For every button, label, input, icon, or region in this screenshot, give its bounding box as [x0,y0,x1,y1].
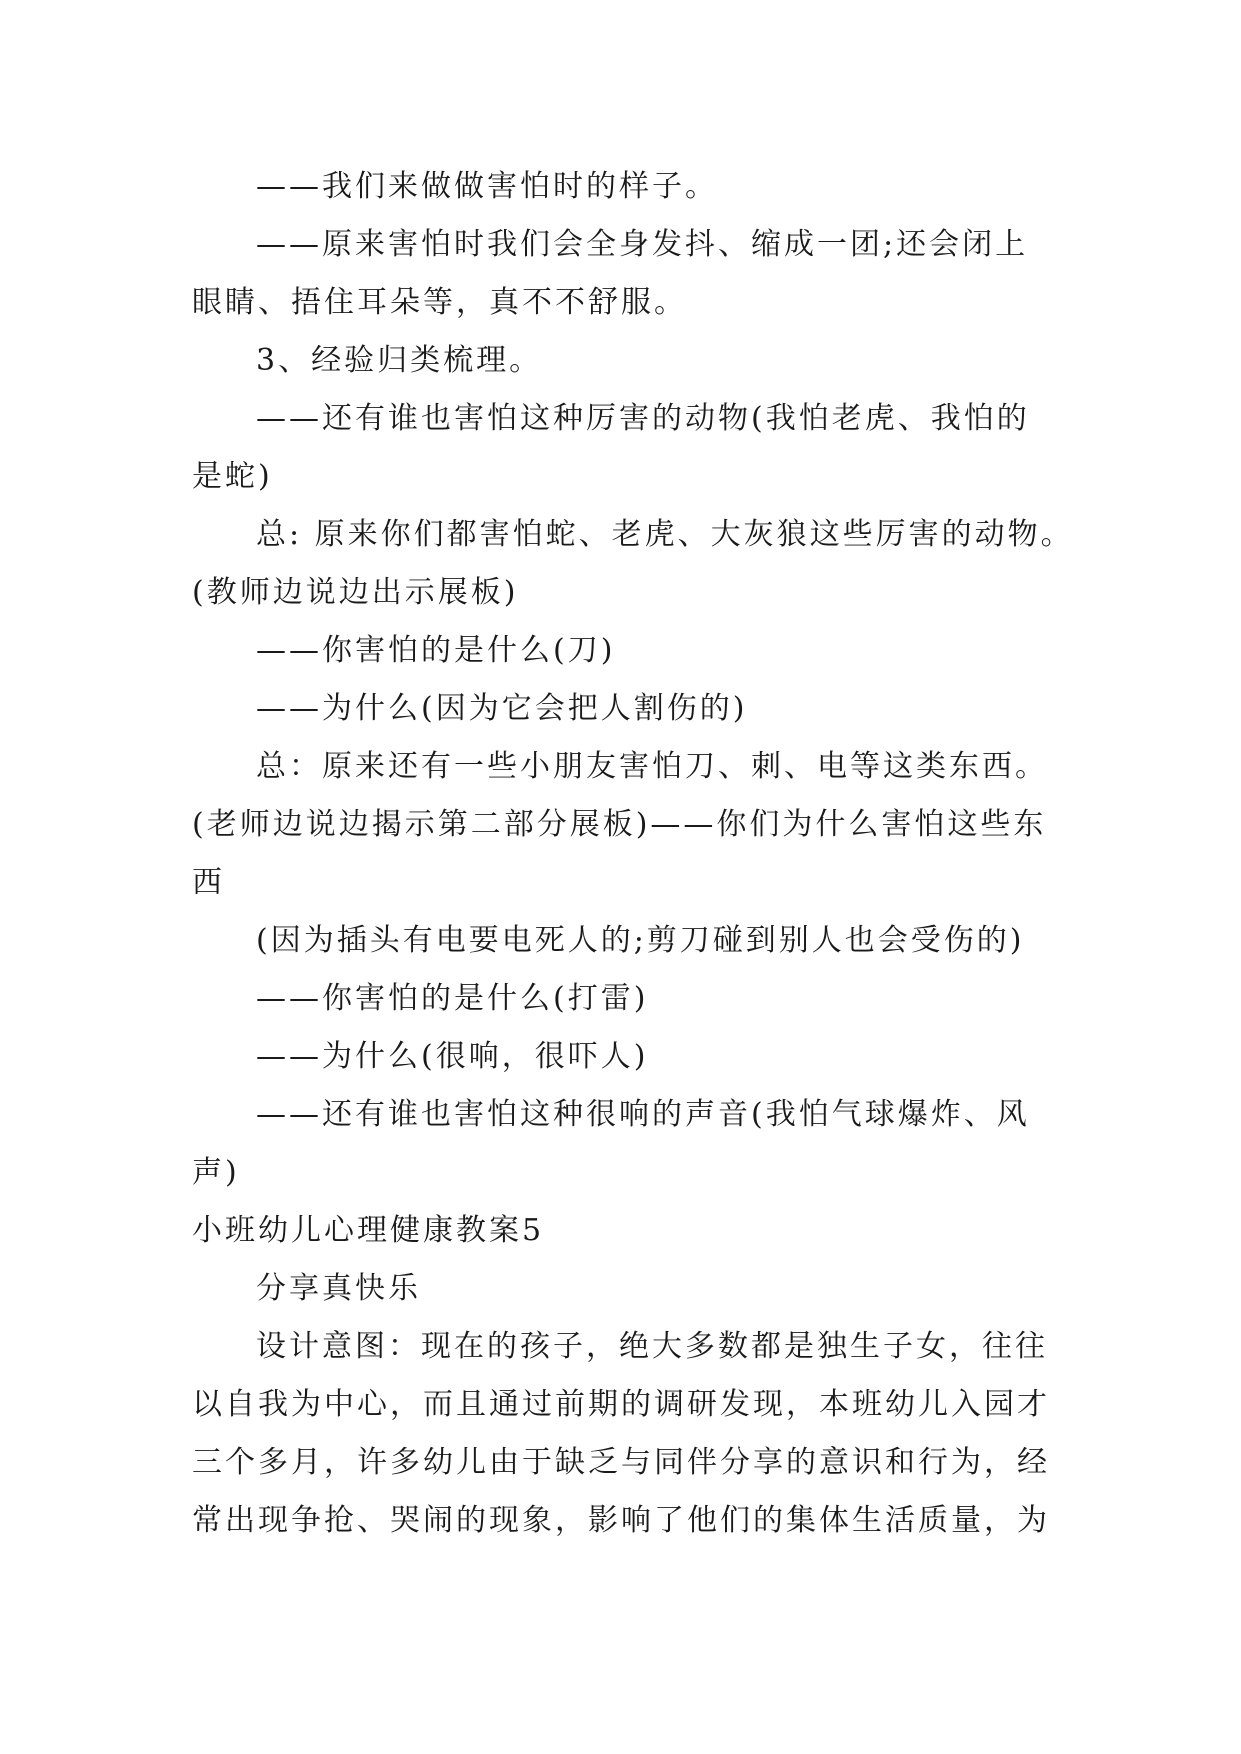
text-line: 常出现争抢、哭闹的现象，影响了他们的集体生活质量，为 [192,1503,1050,1538]
text-line: 以自我为中心，而且通过前期的调研发现，本班幼儿入园才 [192,1387,1050,1422]
text-line: ——为什么(很响，很吓人) [256,1039,649,1074]
text-line: 眼睛、捂住耳朵等，真不不舒服。 [192,285,687,320]
text-line: (老师边说边揭示第二部分展板)——你们为什么害怕这些东 [192,807,1047,842]
document-body [192,158,1074,1550]
text-line: 是蛇) [192,459,273,494]
lesson-title: 分享真快乐 [256,1271,421,1306]
text-line: 声) [192,1155,240,1190]
text-line: ——你害怕的是什么(刀) [256,633,616,668]
section-heading: 小班幼儿心理健康教案5 [192,1213,545,1248]
text-line: ——为什么(因为它会把人割伤的) [256,691,748,726]
section-subheading: 3、经验归类梳理。 [256,343,543,378]
text-line: 设计意图：现在的孩子，绝大多数都是独生子女，往往 [256,1329,1048,1364]
text-line: 西 [192,865,225,900]
text-line: ——原来害怕时我们会全身发抖、缩成一团;还会闭上 [256,227,1029,262]
text-line: 总: 原来你们都害怕蛇、老虎、大灰狼这些厉害的动物。 [256,517,1074,552]
text-line: ——你害怕的是什么(打雷) [256,981,649,1016]
text-line: ——还有谁也害怕这种很响的声音(我怕气球爆炸、风 [256,1097,1030,1132]
text-line: 三个多月，许多幼儿由于缺乏与同伴分享的意识和行为，经 [192,1445,1050,1480]
text-line: ——还有谁也害怕这种厉害的动物(我怕老虎、我怕的 [256,401,1030,436]
text-line: (因为插头有电要电死人的;剪刀碰到别人也会受伤的) [256,923,1025,958]
text-line: ——我们来做做害怕时的样子。 [256,169,718,204]
text-line: (教师边说边出示展板) [192,575,519,610]
text-line: 总：原来还有一些小朋友害怕刀、刺、电等这类东西。 [256,749,1048,784]
